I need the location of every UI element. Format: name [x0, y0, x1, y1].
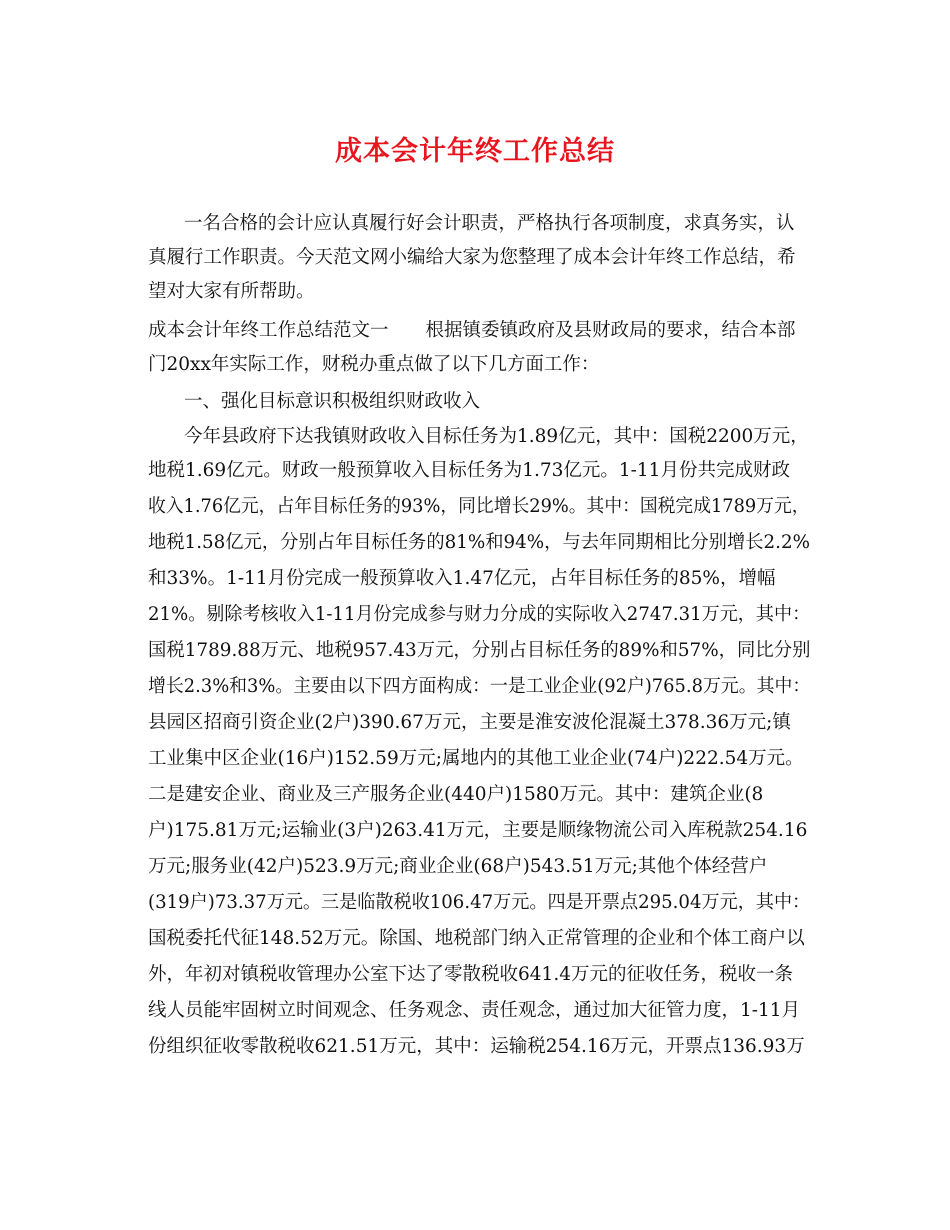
paragraph-line: 国税1789.88万元、地税957.43万元，分别占目标任务的89%和57%，同比分别 — [148, 640, 811, 661]
document-title: 成本会计年终工作总结 — [335, 136, 615, 167]
paragraph-line: 一名合格的会计应认真履行好会计职责，严格执行各项制度，求真务实，认 — [184, 213, 795, 234]
paragraph-line: 成本会计年终工作总结范文一 根据镇委镇政府及县财政局的要求，结合本部 — [148, 320, 796, 341]
paragraph-line: 国税委托代征148.52万元。除国、地税部门纳入正常管理的企业和个体工商户以 — [148, 928, 805, 949]
paragraph-line: 工业集中区企业(16户)152.59万元;属地内的其他工业企业(74户)222.54万元。 — [148, 748, 804, 769]
paragraph-line: 增长2.3%和3%。主要由以下四方面构成：一是工业企业(92户)765.8万元。其中： — [148, 676, 811, 697]
paragraph-line: 真履行工作职责。今天范文网小编给大家为您整理了成本会计年终工作总结，希 — [148, 247, 796, 268]
paragraph-line: 线人员能牢固树立时间观念、任务观念、责任观念，通过加大征管力度，1-11月 — [148, 1000, 801, 1021]
paragraph-line: 二是建安企业、商业及三产服务企业(440户)1580万元。其中：建筑企业(8 — [148, 784, 764, 805]
paragraph-line: 门20xx年实际工作，财税办重点做了以下几方面工作： — [148, 354, 600, 375]
paragraph-line: (319户)73.37万元。三是临散税收106.47万元。四是开票点295.04万元，其中： — [148, 892, 811, 913]
paragraph-line: 地税1.69亿元。财政一般预算收入目标任务为1.73亿元。1-11月份共完成财政 — [148, 460, 790, 481]
paragraph-line: 户)175.81万元;运输业(3户)263.41万元，主要是顺缘物流公司入库税款254.16 — [148, 820, 808, 841]
paragraph-line: 地税1.58亿元，分别占年目标任务的81%和94%，与去年同期相比分别增长2.2% — [148, 532, 810, 553]
paragraph-line: 今年县政府下达我镇财政收入目标任务为1.89亿元，其中：国税2200万元， — [184, 426, 809, 447]
paragraph-line: 县园区招商引资企业(2户)390.67万元，主要是淮安波伦混凝土378.36万元;镇 — [148, 712, 791, 733]
paragraph-line: 份组织征收零散税收621.51万元，其中：运输税254.16万元，开票点136.93万 — [148, 1036, 805, 1057]
paragraph-line: 望对大家有所帮助。 — [148, 281, 315, 302]
section-heading: 一、强化目标意识积极组织财政收入 — [184, 391, 481, 412]
paragraph-line: 和33%。1-11月份完成一般预算收入1.47亿元，占年目标任务的85%，增幅 — [148, 568, 776, 589]
paragraph-line: 万元;服务业(42户)523.9万元;商业企业(68户)543.51万元;其他个体经营户 — [148, 856, 768, 877]
paragraph-line: 外，年初对镇税收管理办公室下达了零散税收641.4万元的征收任务，税收一条 — [148, 964, 793, 985]
paragraph-line: 21%。剔除考核收入1-11月份完成参与财力分成的实际收入2747.31万元，其中： — [148, 604, 811, 625]
paragraph-line: 收入1.76亿元，占年目标任务的93%，同比增长29%。其中：国税完成1789万元， — [148, 496, 810, 517]
